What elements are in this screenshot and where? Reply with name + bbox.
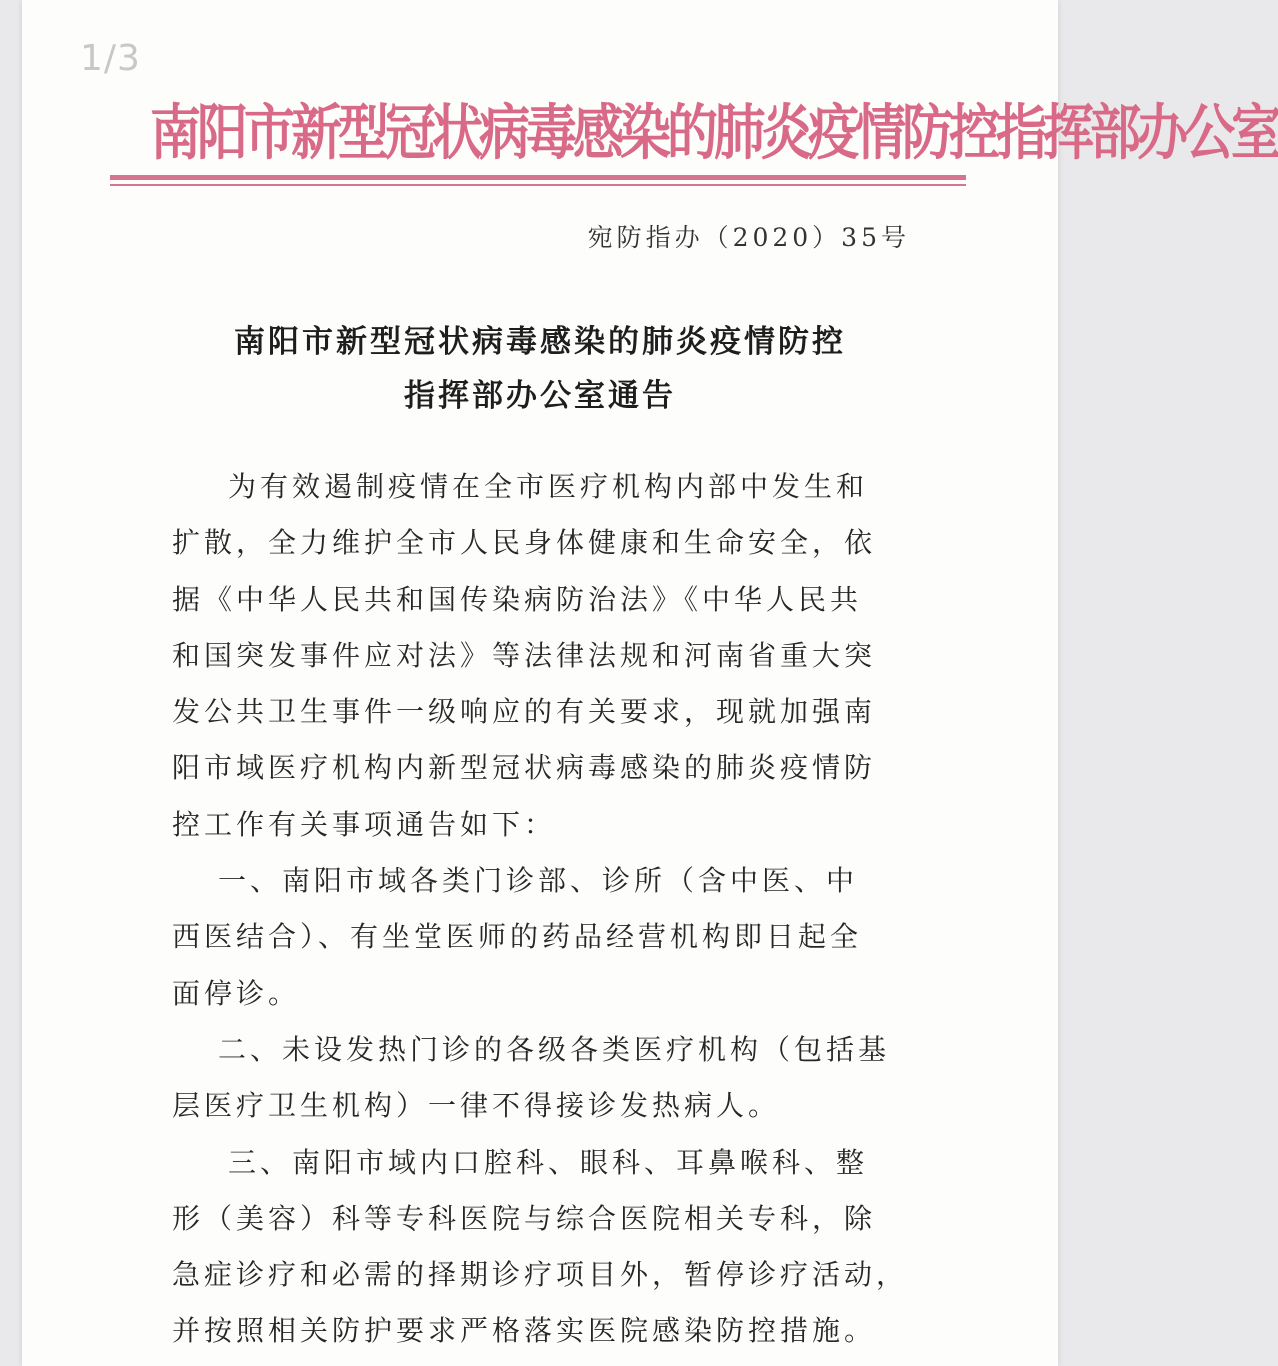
page-counter: 1/3 (80, 38, 141, 79)
letterhead-title: 南阳市新型冠状病毒感染的肺炎疫情防控指挥部办公室 (150, 98, 1278, 169)
document-title-line-1: 南阳市新型冠状病毒感染的肺炎疫情防控 (234, 324, 846, 360)
body-line: 一、南阳市域各类门诊部、诊所（含中医、中 (218, 864, 859, 898)
body-line: 二、未设发热门诊的各级各类医疗机构（包括基 (218, 1032, 891, 1066)
letterhead-rule-thick (110, 175, 966, 180)
body-line: 阳市域医疗机构内新型冠状病毒感染的肺炎疫情防 (172, 751, 877, 785)
body-line: 形（美容）科等专科医院与综合医院相关专科，除 (172, 1201, 877, 1235)
body-line: 面停诊。 (172, 976, 301, 1010)
document-title-line-2: 指挥部办公室通告 (404, 378, 676, 414)
document-number: 宛防指办（2020）35号 (587, 223, 910, 252)
body-line: 扩散，全力维护全市人民身体健康和生命安全，依 (172, 526, 877, 560)
letterhead-rule-thin (110, 184, 966, 186)
body-line: 层医疗卫生机构）一律不得接诊发热病人。 (172, 1089, 781, 1123)
document-body (172, 465, 912, 1366)
body-line: 为有效遏制疫情在全市医疗机构内部中发生和 (228, 470, 869, 503)
body-line: 急症诊疗和必需的择期诊疗项目外，暂停诊疗活动， (172, 1258, 909, 1292)
body-line: 并按照相关防护要求严格落实医院感染防控措施。 (172, 1314, 877, 1348)
body-line: 三、南阳市域内口腔科、眼科、耳鼻喉科、整 (228, 1145, 869, 1179)
body-line: 西医结合）、有坐堂医师的药品经营机构即日起全 (172, 920, 863, 954)
body-line: 据《中华人民共和国传染病防治法》《中华人民共 (172, 582, 863, 616)
body-line: 发公共卫生事件一级响应的有关要求，现就加强南 (172, 695, 877, 729)
body-line: 和国突发事件应对法》等法律法规和河南省重大突 (172, 638, 877, 672)
body-line: 控工作有关事项通告如下： (172, 807, 557, 841)
